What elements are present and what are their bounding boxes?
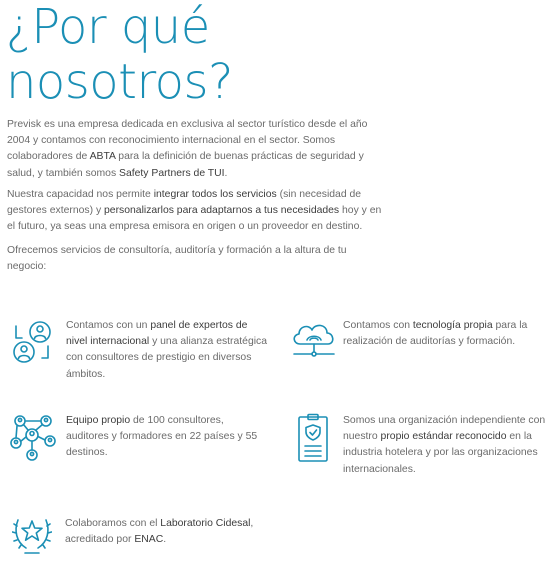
- title-line-2: nosotros?: [6, 54, 234, 110]
- highlight-text: Laboratorio Cidesal: [160, 518, 251, 529]
- body-text: (sin necesidad de gestores externos) y: [7, 189, 362, 217]
- team-network-icon: [8, 413, 58, 465]
- body-text: de 100 consultores, auditores y formadores en 22 países y 55 destinos.: [66, 415, 258, 459]
- highlight-text: personalizarlos para adaptarnos a tus necesidades: [104, 205, 340, 217]
- highlight-text: propio estándar reconocido: [380, 431, 507, 443]
- highlight-text: tecnología propia: [412, 320, 493, 331]
- capacity-paragraph: [7, 187, 387, 236]
- feature-own-standard: [296, 413, 552, 483]
- expert-panel-icon: [10, 318, 56, 368]
- body-text: para la definición de buenas prácticas de seguridad y salud, y también somos: [7, 151, 364, 179]
- body-text: en la industria hotelera y por las organizaciones internacionales.: [343, 431, 538, 475]
- offer-paragraph: Ofrecemos servicios de consultoría, auditoría y formación a la altura de tu negocio:: [7, 245, 347, 273]
- feature-technology: [290, 318, 552, 368]
- certified-standard-icon: [296, 413, 332, 465]
- highlight-text: ABTA: [89, 151, 116, 163]
- highlight-text: Equipo propio: [66, 415, 131, 426]
- feature-expert-panel-text: [66, 318, 268, 383]
- feature-own-team-text: [66, 413, 266, 462]
- laurel-star-icon: [12, 512, 52, 556]
- body-text: , acreditado por: [65, 518, 254, 546]
- intro-paragraph: [7, 117, 387, 182]
- body-text: Previsk es una empresa dedicada en exclusiva al sector turístico desde el año 2004 y contamos con reconocimiento internacional en el sector. Somos colaboradores de: [7, 119, 368, 163]
- feature-own-standard-text: [343, 413, 553, 478]
- body-text: hoy y en el futuro, ya seas una empresa emisora en origen o un proveedor en destino.: [7, 205, 382, 233]
- feature-own-team: [8, 413, 270, 473]
- body-text: Contamos con un: [66, 320, 151, 331]
- body-text: .: [163, 534, 167, 546]
- feature-expert-panel: [10, 318, 270, 388]
- body-text: Nuestra capacidad nos permite: [7, 189, 154, 200]
- page-title: [6, 0, 233, 110]
- highlight-text: panel de expertos de nivel internacional: [66, 320, 248, 348]
- body-text: .: [224, 167, 228, 179]
- title-line-1: ¿Por qué: [6, 0, 210, 55]
- feature-technology-text: [343, 318, 548, 350]
- body-text: Somos una organización independiente con nuestro: [343, 415, 546, 443]
- body-text: y una alianza estratégica con consultores de prestigio en diversos ámbitos.: [66, 336, 268, 380]
- body-text: Colaboramos con el: [65, 518, 161, 529]
- body-text: Contamos con: [343, 320, 413, 331]
- body-text: para la realización de auditorías y formación.: [343, 320, 528, 348]
- cloud-network-icon: [290, 318, 338, 360]
- highlight-text: Safety Partners de TUI: [119, 167, 225, 179]
- feature-cidesal-text: [65, 516, 255, 548]
- highlight-text: integrar todos los servicios: [153, 189, 277, 200]
- feature-cidesal: [12, 512, 252, 562]
- highlight-text: ENAC: [134, 534, 164, 546]
